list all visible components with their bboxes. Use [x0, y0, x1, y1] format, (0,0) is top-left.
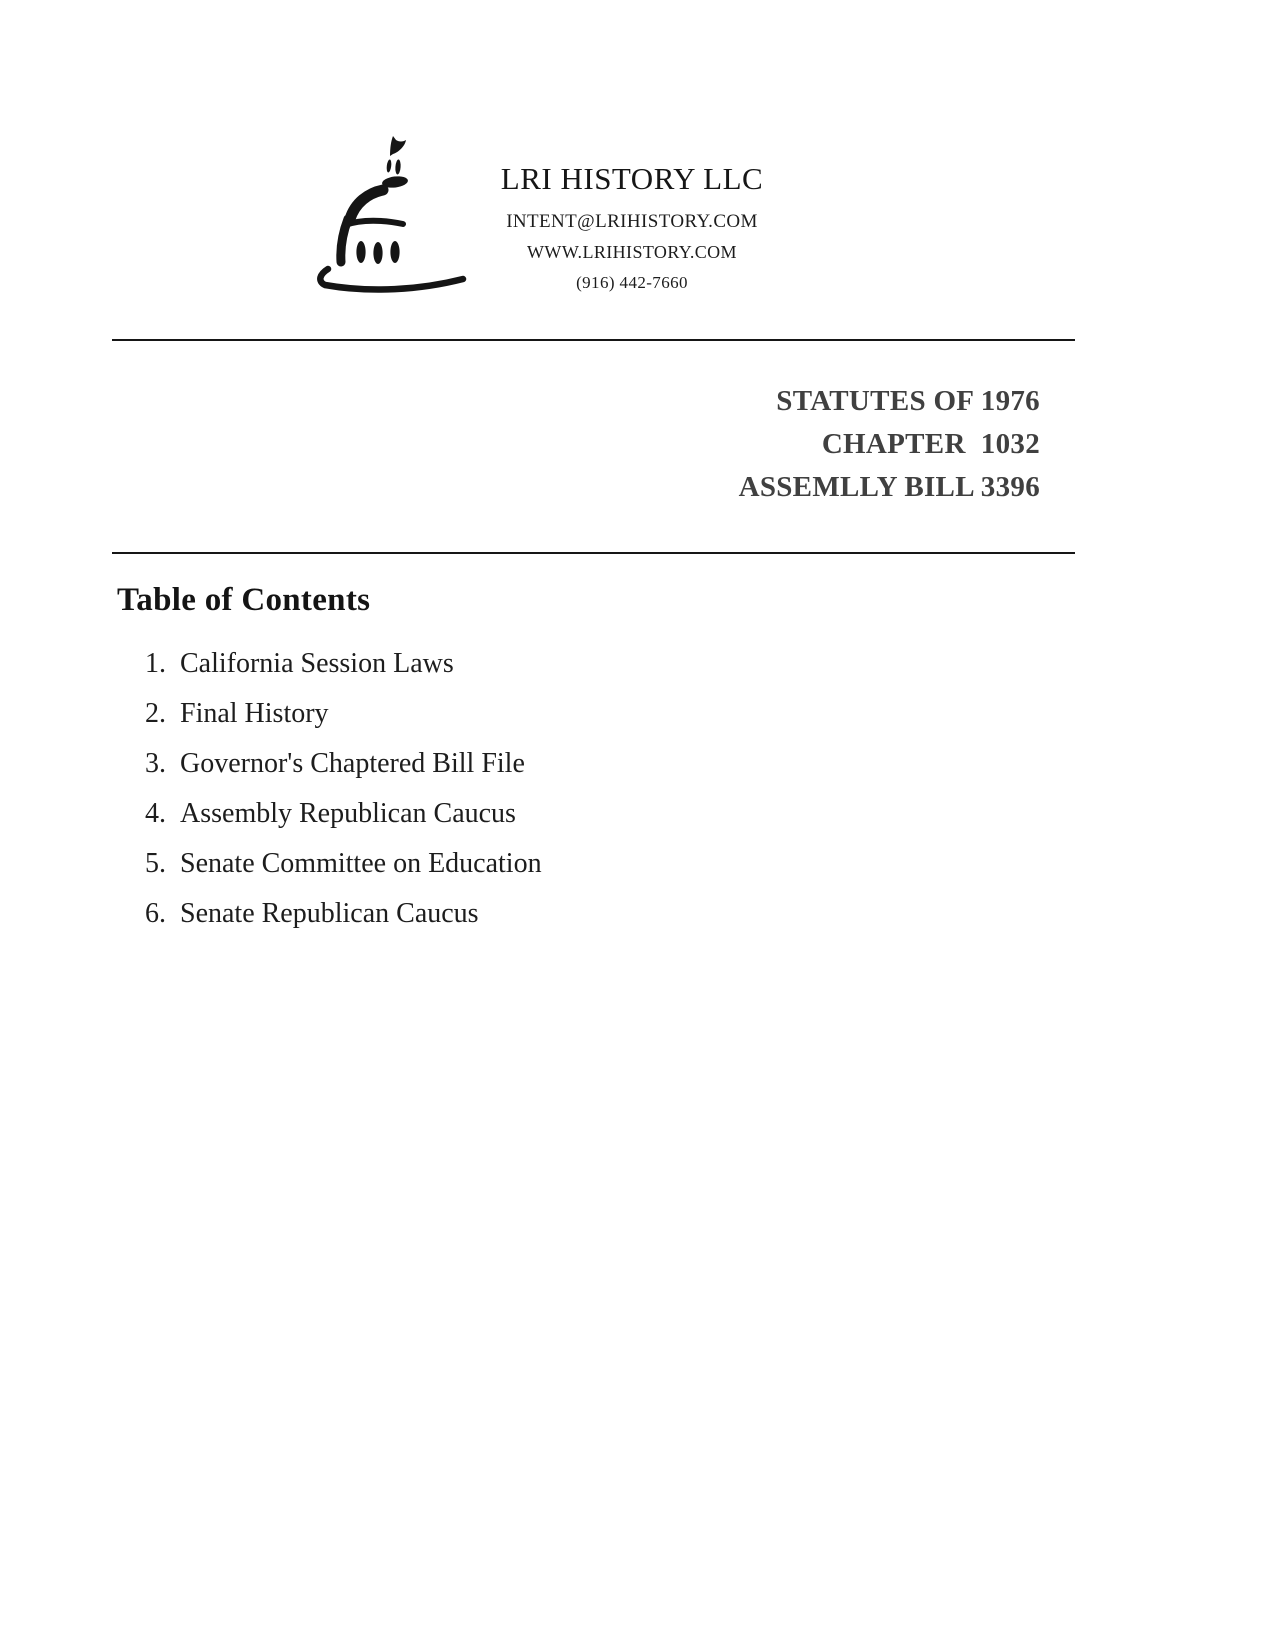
toc-item-number: 1.: [145, 648, 166, 679]
toc-item: [145, 839, 542, 889]
toc-item: [145, 789, 542, 839]
statutes-line: STATUTES OF 1976: [776, 385, 1040, 417]
toc-title: Table of Contents: [117, 582, 371, 618]
toc-item-label: Senate Committee on Education: [180, 848, 542, 879]
toc-item-number: 5.: [145, 848, 166, 879]
statute-reference-block: [739, 380, 1040, 509]
toc-item-label: Governor's Chaptered Bill File: [180, 748, 525, 779]
email-text: INTENT@LRIHISTORY.COM: [506, 211, 758, 232]
toc-item-label: Senate Republican Caucus: [180, 898, 479, 929]
toc-item: [145, 689, 542, 739]
toc-item-number: 6.: [145, 898, 166, 929]
company-name: LRI HISTORY LLC: [500, 161, 764, 196]
toc-item: [145, 739, 542, 789]
divider-bottom: [112, 552, 1075, 554]
letterhead: [402, 160, 862, 296]
assembly-bill-line: ASSEMLLY BILL 3396: [738, 471, 1040, 503]
toc-item: [145, 889, 542, 939]
divider-top: [112, 339, 1075, 341]
toc-item-label: California Session Laws: [180, 648, 454, 679]
phone-text: (916) 442-7660: [576, 273, 688, 292]
chapter-line: CHAPTER 1032: [821, 428, 1040, 460]
toc-item: [145, 639, 542, 689]
toc-list: [145, 639, 542, 939]
toc-item-number: 4.: [145, 798, 166, 829]
toc-item-number: 2.: [145, 698, 166, 729]
website-text: WWW.LRIHISTORY.COM: [527, 242, 737, 262]
toc-item-number: 3.: [145, 748, 166, 779]
toc-item-label: Assembly Republican Caucus: [180, 798, 516, 829]
toc-item-label: Final History: [180, 698, 329, 729]
